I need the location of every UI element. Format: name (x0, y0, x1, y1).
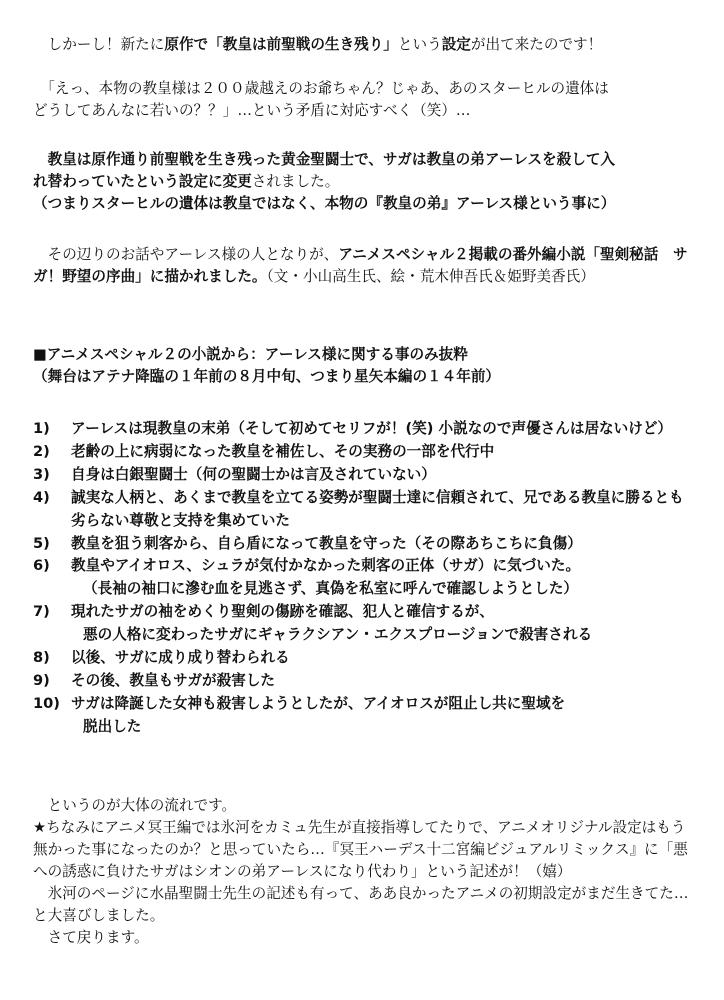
paragraph-intro: しかーし！新たに原作で「教皇は前聖戦の生き残り」という設定が出て来たのです！ (33, 36, 603, 53)
list-item-text: 誠実な人柄と、あくまで教皇を立てる姿勢が聖闘士達に信頼されて、兄である教皇に勝るとも劣らない尊敬と支持を集めていた (71, 488, 684, 529)
list-item-text: 自身は白銀聖闘士（何の聖闘士かは言及されていない） (71, 465, 436, 483)
list-item-text: 老齢の上に病弱になった教皇を補佐し、その実務の一部を代行中 (71, 442, 495, 460)
list-item-number: 5) (33, 534, 50, 552)
list-item-text: 現れたサガの袖をめくり聖剣の傷跡を確認、犯人と確信するが、 (71, 603, 494, 621)
list-item (33, 464, 693, 487)
list-item-number: 8) (33, 649, 50, 667)
list-item-number: 7) (33, 603, 50, 621)
list-item-number: 10) (33, 694, 60, 712)
list-item (33, 670, 693, 693)
list-item (33, 418, 693, 441)
list-item-number: 6) (33, 557, 50, 575)
list-item-number: 1) (33, 420, 50, 437)
list-item-subtext: （長袖の袖口に滲む血を見逃さず、真偽を私室に呼んで確認しようとした） (83, 580, 579, 598)
list-item-number: 4) (33, 488, 50, 506)
list-item-number: 9) (33, 671, 50, 689)
list-item (33, 693, 693, 739)
paragraph-setting-change: 教皇は原作通り前聖戦を生き残った黄金聖闘士で、サガは教皇の弟アーレスを殺して入 れ替わっていたという設定に変更されました。 （つまりスターヒルの遺体は教皇ではなく、本物の『教皇の弟』アーレス様という事に） (33, 151, 616, 212)
list-item-text: サガは降誕した女神も殺害しようとしたが、アイオロスが阻止し共に聖域を (71, 694, 566, 712)
excerpt-list (33, 418, 693, 739)
list-item (33, 533, 693, 556)
list-item-subtext: 脱出した (83, 717, 142, 735)
list-item-number: 2) (33, 442, 50, 460)
list-item (33, 487, 693, 533)
list-item (33, 441, 693, 464)
list-item-text: アーレスは現教皇の末弟（そして初めてセリフが！(笑) 小説なので声優さんは居ないけど） (71, 420, 673, 437)
paragraph-closing: というのが大体の流れです。 ★ちなみにアニメ冥王編では氷河をカミュ先生が直接指導してたりで、アニメオリジナル設定はもう無かった事になったのか？と思っていたら…『冥王ハーデス十二宮編ビジュアルリミックス』に「悪への誘惑に負けたサガはシオンの弟アーレスになり代わり」という記述が！（嬉） 氷河のページに水晶聖闘士先生の記述も有って、ああ良かったアニメの初期設定がまだ生きてた…と大喜びしました。 さて戻ります。 (33, 797, 689, 946)
list-item-text: その後、教皇もサガが殺害した (71, 671, 276, 689)
list-item-number: 3) (33, 465, 50, 483)
paragraph-novel-info: その辺りのお話やアーレス様の人となりが、アニメスペシャル２掲載の番外編小説「聖剣秘話 サガ！野望の序曲」に描かれました。（文・小山高生氏、絵・荒木伸吾氏＆姫野美香氏） (33, 246, 688, 285)
list-item-text: 教皇を狙う刺客から、自ら盾になって教皇を守った（その際あちこちに負傷） (71, 534, 582, 552)
list-item-text: 教皇やアイオロス、シュラが気付かなかった刺客の正体（サガ）に気づいた。 (71, 557, 581, 575)
list-item (33, 555, 693, 601)
list-item (33, 647, 693, 670)
paragraph-contradiction: 「えっ、本物の教皇様は２００歳越えのお爺ちゃん？じゃあ、あのスターヒルの遺体は どうしてあんなに若いの？？」…という矛盾に対応すべく（笑）… (33, 80, 609, 119)
list-item-text: 以後、サガに成り成り替わられる (71, 649, 290, 667)
list-item (33, 601, 693, 647)
list-item-subtext: 悪の人格に変わったサガにギャラクシアン・エクスプロージョンで殺害される (83, 626, 593, 644)
section-heading: ■アニメスペシャル２の小説から：アーレス様に関する事のみ抜粋 （舞台はアテナ降臨の１年前の８月中旬、つまり星矢本編の１４年前） (33, 346, 501, 385)
